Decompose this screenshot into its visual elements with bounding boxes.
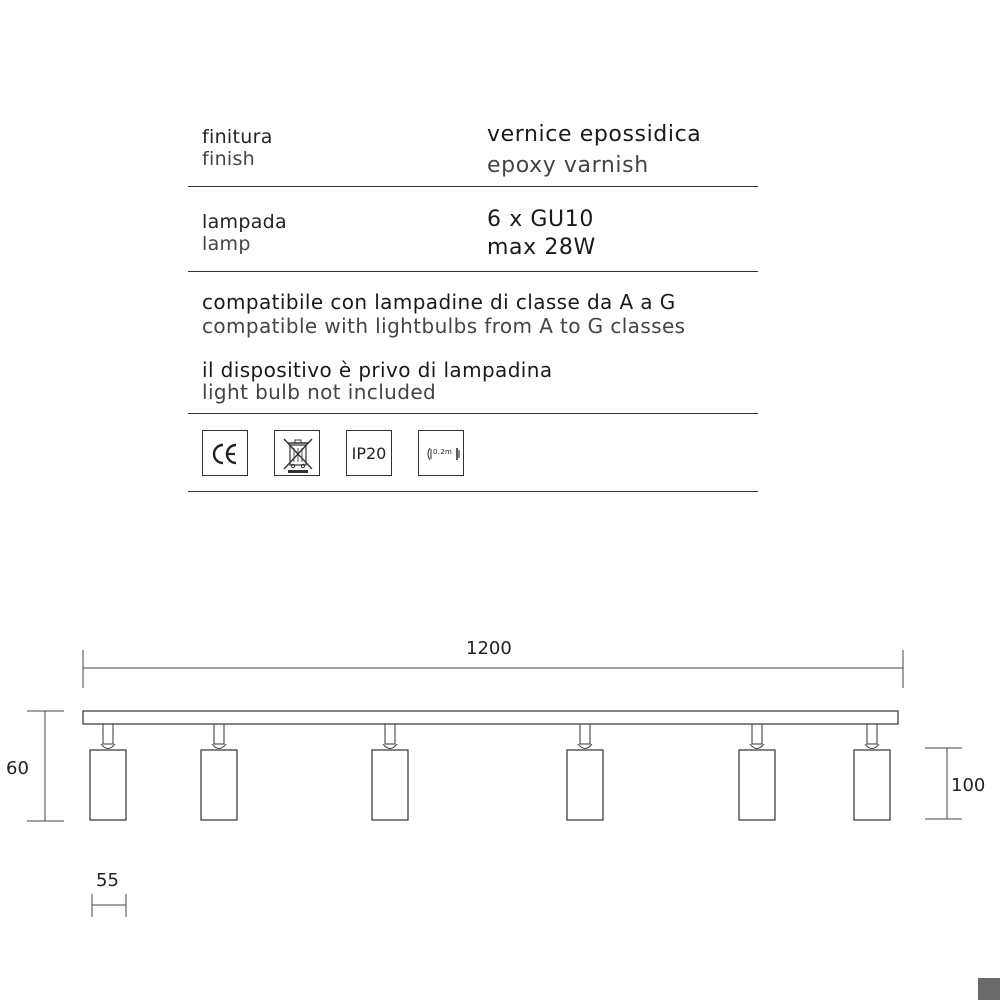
weee-crossed-bin-icon xyxy=(274,430,320,476)
height-dimension-line xyxy=(27,711,64,821)
height-dimension-label: 60 xyxy=(6,758,29,779)
spotlight xyxy=(854,724,890,820)
length-dimension-label: 1200 xyxy=(466,638,512,659)
lamp-label-en: lamp xyxy=(202,233,251,255)
spot-diameter-dimension-label: 55 xyxy=(96,870,119,891)
spotlight xyxy=(201,724,237,820)
compatibility-note-it: compatibile con lampadine di classe da A a G xyxy=(202,290,676,314)
lamp-value-bulbs: 6 x GU10 xyxy=(487,207,594,232)
compatibility-note-en: compatible with lightbulbs from A to G classes xyxy=(202,314,686,338)
certification-row xyxy=(188,414,758,492)
spot-diameter-dimension-line xyxy=(92,894,126,917)
ce-mark-icon xyxy=(202,430,248,476)
technical-drawing xyxy=(0,630,1000,930)
finish-label-it: finitura xyxy=(202,126,273,148)
bulb-note-it: il dispositivo è privo di lampadina xyxy=(202,358,553,382)
ip20-icon xyxy=(346,430,392,476)
finish-label-en: finish xyxy=(202,148,256,170)
ip-rating-label: IP20 xyxy=(351,444,387,463)
spotlight xyxy=(90,724,126,820)
lamp-label-it: lampada xyxy=(202,211,287,233)
spotlight xyxy=(567,724,603,820)
spotlight xyxy=(372,724,408,820)
spec-row-notes xyxy=(188,272,758,414)
spec-table xyxy=(188,110,758,492)
spec-row-finish xyxy=(188,110,758,187)
finish-value-en: epoxy varnish xyxy=(487,153,649,178)
cable-length-label: 0.2m xyxy=(433,448,453,456)
spotlights xyxy=(90,724,890,820)
cable-length-icon xyxy=(418,430,464,476)
spec-row-lamp xyxy=(188,187,758,272)
corner-mark xyxy=(978,978,1000,1000)
spot-height-dimension-label: 100 xyxy=(951,775,986,796)
finish-value-it: vernice epossidica xyxy=(487,122,702,147)
spotlight xyxy=(739,724,775,820)
lamp-value-power: max 28W xyxy=(487,235,596,260)
mounting-bar xyxy=(83,711,898,724)
bulb-note-en: light bulb not included xyxy=(202,380,437,404)
